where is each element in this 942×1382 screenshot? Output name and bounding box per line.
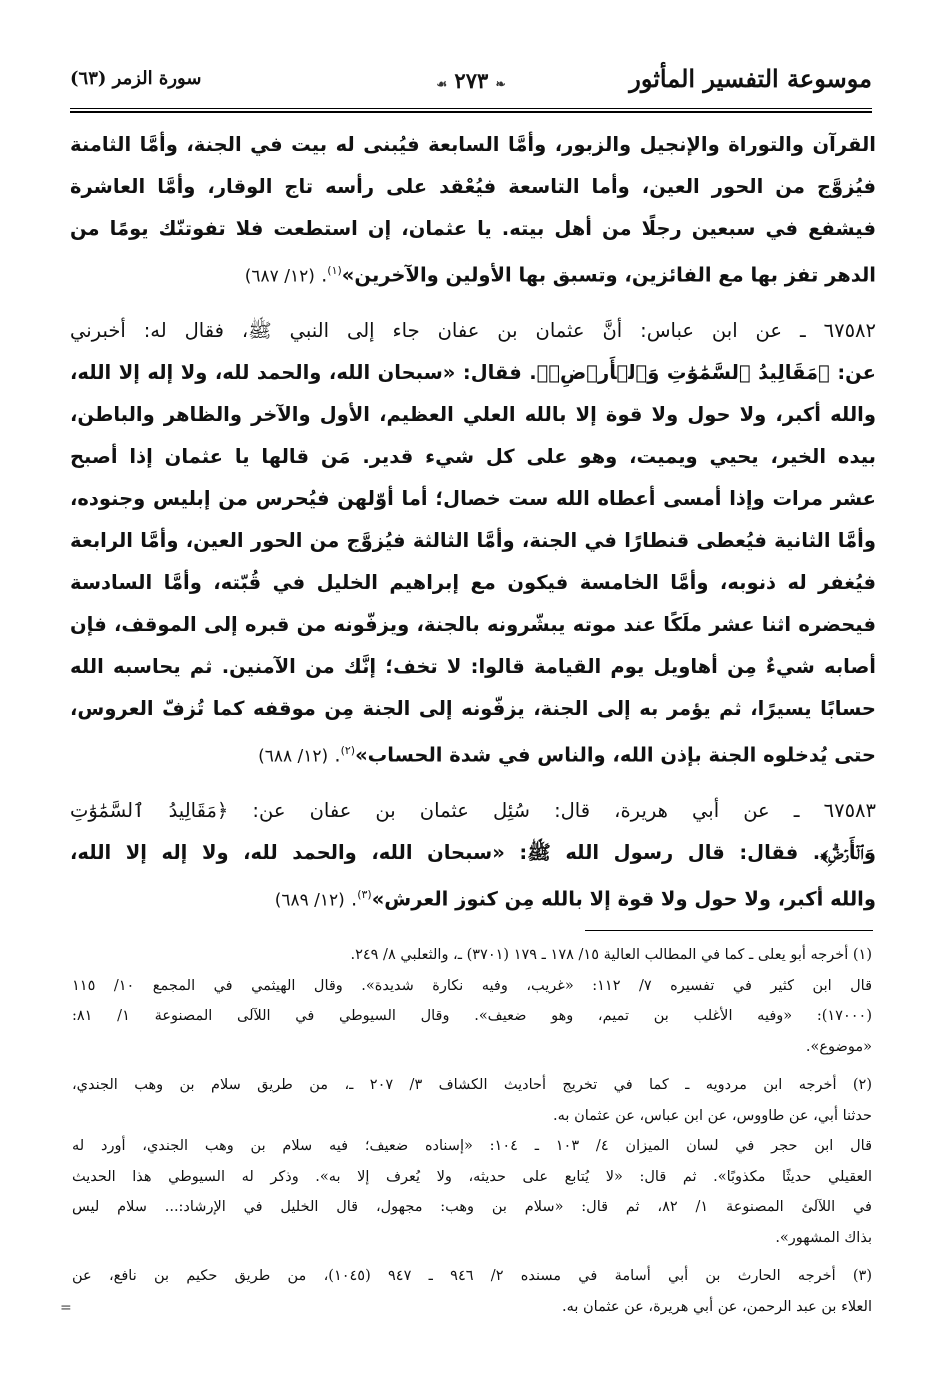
text-line: بيده الخير، يحيي ويميت، وهو على كل شيء قدير. مَن قالها يا عثمان إذا أصبح: [70, 445, 876, 468]
text-line: عن: ﴿مَقَالِيدُ ٱلسَّمَٰوَٰتِ وَٱلۡأَرۡضِۗ﴾. فقال: «سبحان الله، والحمد لله، ولا إله إلا الله،: [70, 361, 876, 384]
text-line: أصابه شيءٌ مِن أهاويل يوم القيامة قالوا: لا تخف؛ إنَّك من الآمنين. ثم يحاسبه الله: [70, 655, 876, 678]
footnote-line: (١) أخرجه أبو يعلى ـ كما في المطالب العالية ١٥/ ١٧٨ ـ ١٧٩ (٣٧٠١) ـ، والثعلبي ٨/ ٢٤٩.: [350, 947, 872, 963]
ornament-icon: ❧: [495, 77, 506, 91]
footnote-line: «موضوع».: [805, 1038, 872, 1055]
footnote-1: [72, 940, 872, 1062]
text-line: فيُزوَّج من الحور العين، وأما التاسعة فيُعْقد على رأسه تاج الوقار، وأمَّا العاشرة: [70, 175, 876, 198]
footnote-line: (٢) أخرجه ابن مردويه ـ كما في تخريج أحاديث الكشاف ٣/ ٢٠٧ ـ، من طريق سلام بن وهب الجندي،: [72, 1077, 872, 1093]
paragraph-3: [70, 790, 876, 916]
footnote-line: قال ابن كثير في تفسيره ٧/ ١١٢: «غريب، وفيه نكارة شديدة». وقال الهيثمي في المجمع ١٠/ ١١٥: [72, 977, 872, 994]
footnotes: [72, 940, 872, 1322]
paragraph-1: [70, 124, 876, 292]
volume-reference: (١٢/ ٦٨٧): [244, 266, 315, 287]
main-text: [70, 124, 876, 916]
footnote-line: العلاء بن عبد الرحمن، عن أبي هريرة، عن عثمان به.: [561, 1298, 872, 1315]
text-line: فيُغفر له ذنوبه، وأمَّا الخامسة فيكون مع إبراهيم الخليل في قُبّته، وأمَّا السادسة: [70, 571, 876, 594]
footnote-line: العقيلي حديثًا مكذوبًا». ثم قال: «لا يُتابع على حديثه، ولا يُعرف إلا به». وذكر له السيوطي هذا الحديث: [72, 1168, 872, 1185]
text-line: حتى يُدخلوه الجنة بإذن الله، والناس في شدة الحساب»$^{(٢)}$. (١٢/ ٦٨٨): [258, 743, 876, 767]
text-line: ٦٧٥٨٢ ـ عن ابن عباس: أنَّ عثمان بن عفان جاء إلى النبي ﷺ، فقال له: أخبرني: [70, 319, 876, 342]
text-line: القرآن والتوراة والإنجيل والزبور، وأمَّا السابعة فيُبنى له بيت في الجنة، وأمَّا الثامنة: [70, 133, 876, 156]
text-line: فيحضره اثنا عشر ملَكًا عند موته يبشّرونه بالجنة، ويزفّونه من قبره إلى الموقف، فإن: [70, 613, 876, 636]
page-number: ٢٧٣: [454, 68, 489, 93]
header-rule-thick: [70, 111, 872, 113]
footnote-marker: (٢): [340, 744, 356, 757]
text-line: فيشفع في سبعين رجلًا من أهل بيته. يا عثمان، إن استطعت فلا تفوتنّك يومًا من: [70, 217, 876, 240]
volume-reference: (١٢/ ٦٨٨): [258, 746, 329, 767]
paragraph-2: [70, 310, 876, 772]
page-header: [70, 62, 872, 102]
text-line: عشر مرات وإذا أمسى أعطاه الله ست خصال؛ أما أوّلهن فيُحرس من إبليس وجنوده،: [70, 487, 876, 510]
footnote-line: حدثنا أبي، عن طاووس، عن ابن عباس، عن عثمان به.: [553, 1107, 872, 1124]
footnote-line: (١٧٠٠٠): «وفيه الأغلب بن تميم، وهو ضعيف». وقال السيوطي في اللآلى المصنوعة ١/ ٨١:: [72, 1008, 872, 1024]
text-line: وأمَّا الثانية فيُعطى قنطارًا في الجنة، وأمَّا الثالثة فيُزوَّج من الحور العين، وأمَّا الرابعة: [70, 529, 876, 552]
footnote-line: (٣) أخرجه الحارث بن أبي أسامة في مسنده ٢/ ٩٤٦ ـ ٩٤٧ (١٠٤٥)، من طريق حكيم بن نافع، عن: [72, 1268, 872, 1284]
footnote-marker: (٣): [357, 888, 372, 901]
header-rule: [70, 108, 872, 109]
footnote-line: بذاك المشهور».: [775, 1229, 872, 1246]
footnote-line: قال ابن حجر في لسان الميزان ٤/ ١٠٣ ـ ١٠٤: «إسناده ضعيف؛ فيه سلام بن وهب الجندي، أورد له: [72, 1138, 872, 1154]
footnote-3: [72, 1261, 872, 1322]
surah-title: سورة الزمر (٦٣): [70, 68, 202, 89]
ornament-icon: ☙: [436, 77, 448, 91]
footnote-2: [72, 1070, 872, 1253]
footnote-marker: (١): [327, 264, 342, 277]
text-line: ٦٧٥٨٣ ـ عن أبي هريرة، قال: سُئِل عثمان بن عفان عن: ﴿مَقَالِيدُ ٱلسَّمَٰوَٰتِ: [70, 799, 876, 822]
text-line: الدهر تفز بها مع الفائزين، وتسبق بها الأولين والآخرين»$^{(١)}$. (١٢/ ٦٨٧): [244, 263, 876, 287]
footnote-line: في اللآلئ المصنوعة ١/ ٨٢، ثم قال: «سلام بن وهب: مجهول، قال الخليل في الإرشاد:... سلام ليس: [72, 1199, 872, 1215]
text-line: والله أكبر، ولا حول ولا قوة إلا بالله العلي العظيم، الأول والآخر والظاهر والباطن،: [70, 403, 876, 426]
footnote-separator: [585, 930, 873, 931]
text-line: والله أكبر، ولا حول ولا قوة إلا بالله مِن كنوز العرش»$^{(٣)}$. (١٢/ ٦٨٩): [274, 887, 876, 911]
book-title: موسوعة التفسير المأثور: [629, 64, 872, 93]
margin-mark: =: [60, 1300, 72, 1316]
text-line: حسابًا يسيرًا، ثم يؤمر به إلى الجنة، يزفّونه إلى الجنة مِن موقفه كما تُزفّ العروس،: [70, 697, 876, 720]
text-line: وَٱلۡأَرۡضِۗ﴾. فقال: قال رسول الله ﷺ: «سبحان الله، والحمد لله، ولا إله إلا الله،: [70, 841, 876, 864]
volume-reference: (١٢/ ٦٨٩): [274, 890, 345, 911]
